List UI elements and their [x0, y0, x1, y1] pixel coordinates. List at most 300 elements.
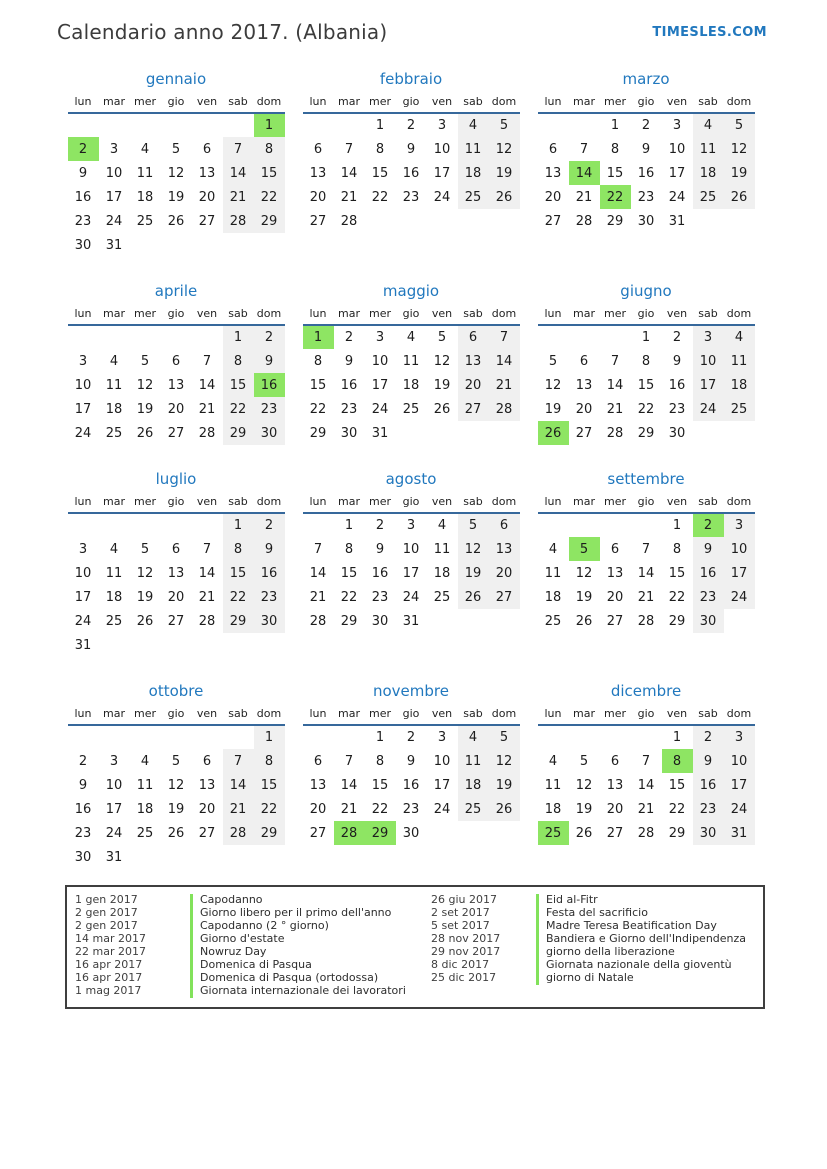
- day-cell: 9: [672, 353, 682, 369]
- day-cell: 26: [489, 185, 520, 209]
- day-cell: [303, 113, 334, 137]
- day-cell: 14: [223, 161, 254, 185]
- day-cell: 19: [489, 773, 520, 797]
- day-cell: 11: [458, 137, 489, 161]
- day-cell: 6: [202, 141, 212, 157]
- weekday-dom: dom: [254, 305, 285, 325]
- day-cell: [538, 513, 569, 537]
- day-cell: [600, 725, 631, 749]
- weekday-dom: dom: [254, 93, 285, 113]
- day-cell: 19: [489, 161, 520, 185]
- day-cell: 10: [74, 565, 92, 581]
- month-settembre: [535, 470, 757, 633]
- legend-name: Eid al-Fitr: [536, 894, 598, 907]
- day-cell: 25: [105, 425, 123, 441]
- day-cell: [223, 845, 254, 869]
- day-cell: 22: [254, 797, 285, 821]
- day-cell: 5: [437, 330, 447, 345]
- day-cell: 25: [402, 401, 420, 417]
- weekday-gio: gio: [631, 93, 662, 113]
- day-cell: 28: [223, 209, 254, 233]
- day-cell: 17: [724, 561, 755, 585]
- legend-row: [431, 907, 763, 920]
- day-cell: 11: [402, 353, 420, 369]
- day-cell: [68, 325, 99, 349]
- day-cell: 18: [433, 565, 451, 581]
- month-ottobre: [65, 682, 287, 869]
- legend-name: Giorno d'estate: [190, 933, 284, 946]
- weekday-mar: mar: [99, 493, 130, 513]
- day-cell: 13: [489, 537, 520, 561]
- weekday-mar: mar: [334, 305, 365, 325]
- weekday-mar: mar: [334, 705, 365, 725]
- day-cell: [489, 209, 520, 233]
- legend-col-left: [75, 894, 431, 998]
- day-cell: 29: [668, 613, 686, 629]
- day-cell: 13: [309, 777, 327, 793]
- day-cell: 30: [668, 425, 686, 441]
- day-cell: [192, 113, 223, 137]
- month-title: maggio: [382, 282, 440, 300]
- day-cell: 22: [637, 401, 655, 417]
- day-cell: 3: [724, 725, 755, 749]
- page-header: [0, 0, 827, 44]
- day-cell: 25: [538, 821, 569, 845]
- day-cell: 28: [637, 613, 655, 629]
- weekday-ven: ven: [427, 93, 458, 113]
- day-cell: 10: [74, 377, 92, 393]
- day-cell: 19: [136, 589, 154, 605]
- day-cell: 20: [167, 401, 185, 417]
- day-cell: 1: [223, 513, 254, 537]
- day-cell: 13: [198, 165, 216, 181]
- day-cell: 15: [254, 773, 285, 797]
- day-cell: 21: [340, 189, 358, 205]
- weekday-lun: lun: [538, 705, 569, 725]
- day-cell: 23: [340, 401, 358, 417]
- day-cell: 14: [340, 165, 358, 181]
- weekday-mer: mer: [365, 705, 396, 725]
- day-cell: 9: [406, 141, 416, 157]
- day-cell: 16: [74, 801, 92, 817]
- legend-name: Capodanno (2 ° giorno): [190, 920, 329, 933]
- legend-date: 2 gen 2017: [75, 905, 138, 919]
- day-cell: 4: [693, 113, 724, 137]
- weekday-mar: mar: [99, 93, 130, 113]
- legend-name: Madre Teresa Beatification Day: [536, 920, 717, 933]
- day-cell: 8: [254, 137, 285, 161]
- day-cell: 12: [544, 377, 562, 393]
- day-cell: 27: [198, 213, 216, 229]
- day-cell: 18: [458, 773, 489, 797]
- day-cell: [99, 325, 130, 349]
- day-cell: 4: [724, 325, 755, 349]
- weekday-sab: sab: [458, 705, 489, 725]
- day-cell: 7: [202, 353, 212, 369]
- day-cell: 2: [693, 725, 724, 749]
- day-cell: 7: [202, 541, 212, 557]
- day-cell: 21: [637, 589, 655, 605]
- day-cell: 15: [309, 377, 327, 393]
- day-cell: 3: [375, 330, 385, 345]
- legend-row: [431, 959, 763, 972]
- weekday-lun: lun: [68, 305, 99, 325]
- day-cell: [254, 633, 285, 657]
- month-title: marzo: [622, 70, 670, 88]
- legend-date: 29 nov 2017: [431, 944, 501, 958]
- day-cell: [631, 725, 662, 749]
- day-cell: 6: [313, 141, 323, 157]
- day-cell: 15: [668, 777, 686, 793]
- day-cell: 14: [606, 377, 624, 393]
- legend-row: [431, 946, 763, 959]
- day-cell: 27: [606, 825, 624, 841]
- day-cell: 14: [489, 349, 520, 373]
- weekday-gio: gio: [161, 493, 192, 513]
- legend-name: Giornata internazionale dei lavoratori: [190, 985, 406, 998]
- day-cell: 23: [637, 189, 655, 205]
- day-cell: [600, 325, 631, 349]
- day-cell: [161, 633, 192, 657]
- day-cell: 23: [254, 585, 285, 609]
- day-cell: [223, 113, 254, 137]
- weekday-dom: dom: [724, 305, 755, 325]
- day-cell: [538, 113, 569, 137]
- month-table: [303, 305, 520, 445]
- weekday-sab: sab: [693, 493, 724, 513]
- day-cell: 24: [105, 213, 123, 229]
- legend-date: 28 nov 2017: [431, 931, 501, 945]
- day-cell: 9: [693, 749, 724, 773]
- weekday-ven: ven: [192, 493, 223, 513]
- day-cell: 8: [313, 353, 323, 369]
- day-cell: 8: [662, 749, 693, 773]
- day-cell: [192, 513, 223, 537]
- day-cell: 19: [544, 401, 562, 417]
- legend-name: Festa del sacrificio: [536, 907, 648, 920]
- day-cell: [303, 513, 334, 537]
- month-luglio: [65, 470, 287, 657]
- day-cell: [161, 325, 192, 349]
- day-cell: 24: [724, 585, 755, 609]
- day-cell: 17: [371, 377, 389, 393]
- day-cell: 8: [223, 349, 254, 373]
- legend-date: 26 giu 2017: [431, 893, 497, 906]
- day-cell: 3: [437, 730, 447, 745]
- day-cell: [254, 845, 285, 869]
- day-cell: [130, 633, 161, 657]
- day-cell: 25: [136, 213, 154, 229]
- weekday-mar: mar: [569, 93, 600, 113]
- legend-date: 16 apr 2017: [75, 970, 143, 984]
- day-cell: 10: [724, 537, 755, 561]
- day-cell: 30: [693, 609, 724, 633]
- day-cell: 27: [544, 213, 562, 229]
- legend-date: 14 mar 2017: [75, 931, 146, 945]
- day-cell: 30: [340, 425, 358, 441]
- day-cell: [303, 725, 334, 749]
- legend-row: [75, 985, 431, 998]
- day-cell: 14: [340, 777, 358, 793]
- legend-row: [75, 946, 431, 959]
- month-table: [68, 305, 285, 445]
- day-cell: 20: [458, 373, 489, 397]
- day-cell: [458, 609, 489, 633]
- day-cell: 29: [365, 821, 396, 845]
- day-cell: 23: [74, 213, 92, 229]
- legend-row: [75, 933, 431, 946]
- day-cell: [161, 845, 192, 869]
- month-table: [538, 493, 755, 633]
- day-cell: 21: [637, 801, 655, 817]
- weekday-sab: sab: [458, 493, 489, 513]
- weekday-sab: sab: [223, 493, 254, 513]
- day-cell: 30: [637, 213, 655, 229]
- day-cell: 15: [254, 161, 285, 185]
- day-cell: [99, 725, 130, 749]
- day-cell: 8: [375, 753, 385, 769]
- weekday-mer: mer: [365, 93, 396, 113]
- weekday-mar: mar: [99, 705, 130, 725]
- day-cell: 5: [171, 753, 181, 769]
- weekday-ven: ven: [192, 705, 223, 725]
- day-cell: 23: [402, 801, 420, 817]
- day-cell: 2: [672, 330, 682, 345]
- day-cell: [724, 209, 755, 233]
- day-cell: 16: [637, 165, 655, 181]
- weekday-sab: sab: [458, 305, 489, 325]
- weekday-mar: mar: [569, 493, 600, 513]
- month-table: [68, 705, 285, 869]
- month-title: dicembre: [610, 682, 682, 700]
- day-cell: 2: [254, 325, 285, 349]
- day-cell: 27: [167, 425, 185, 441]
- day-cell: 6: [610, 541, 620, 557]
- day-cell: 5: [579, 753, 589, 769]
- day-cell: 12: [136, 377, 154, 393]
- weekday-gio: gio: [396, 93, 427, 113]
- day-cell: 6: [548, 141, 558, 157]
- day-cell: 18: [544, 801, 562, 817]
- day-cell: 29: [254, 821, 285, 845]
- day-cell: [192, 233, 223, 257]
- month-dicembre: [535, 682, 757, 845]
- day-cell: [427, 821, 458, 845]
- day-cell: [161, 725, 192, 749]
- weekday-ven: ven: [662, 493, 693, 513]
- day-cell: [569, 325, 600, 349]
- day-cell: 8: [344, 541, 354, 557]
- legend-name: Domenica di Pasqua: [190, 959, 312, 972]
- day-cell: [192, 725, 223, 749]
- month-title: aprile: [154, 282, 198, 300]
- day-cell: 10: [668, 141, 686, 157]
- day-cell: 10: [402, 541, 420, 557]
- day-cell: 17: [433, 165, 451, 181]
- weekday-sab: sab: [223, 305, 254, 325]
- day-cell: 27: [575, 425, 593, 441]
- weekday-mar: mar: [569, 705, 600, 725]
- day-cell: 16: [402, 165, 420, 181]
- day-cell: 16: [668, 377, 686, 393]
- day-cell: [130, 513, 161, 537]
- day-cell: [489, 609, 520, 633]
- day-cell: [724, 609, 755, 633]
- day-cell: [68, 113, 99, 137]
- month-maggio: [300, 282, 522, 445]
- weekday-ven: ven: [427, 305, 458, 325]
- day-cell: 27: [458, 397, 489, 421]
- day-cell: 9: [254, 349, 285, 373]
- day-cell: 16: [693, 773, 724, 797]
- day-cell: 22: [668, 589, 686, 605]
- day-cell: 8: [672, 541, 682, 557]
- legend-date: 8 dic 2017: [431, 957, 490, 971]
- day-cell: 26: [136, 425, 154, 441]
- day-cell: 28: [309, 613, 327, 629]
- day-cell: 11: [433, 541, 451, 557]
- day-cell: 23: [693, 585, 724, 609]
- day-cell: 18: [136, 189, 154, 205]
- day-cell: 6: [171, 353, 181, 369]
- day-cell: 5: [724, 113, 755, 137]
- weekday-dom: dom: [254, 493, 285, 513]
- day-cell: 13: [606, 777, 624, 793]
- day-cell: 7: [313, 541, 323, 557]
- day-cell: [254, 233, 285, 257]
- day-cell: 11: [136, 777, 154, 793]
- day-cell: 1: [672, 518, 682, 533]
- day-cell: 5: [569, 537, 600, 561]
- day-cell: 2: [344, 330, 354, 345]
- day-cell: 31: [724, 821, 755, 845]
- day-cell: [538, 325, 569, 349]
- month-title: luglio: [155, 470, 197, 488]
- month-agosto: [300, 470, 522, 633]
- day-cell: 13: [167, 377, 185, 393]
- weekday-ven: ven: [427, 493, 458, 513]
- day-cell: [427, 209, 458, 233]
- day-cell: 1: [223, 325, 254, 349]
- day-cell: 21: [606, 401, 624, 417]
- month-aprile: [65, 282, 287, 445]
- day-cell: 6: [171, 541, 181, 557]
- month-title: giugno: [620, 282, 672, 300]
- month-table: [68, 493, 285, 657]
- day-cell: 16: [254, 373, 285, 397]
- day-cell: 4: [437, 518, 447, 533]
- day-cell: 14: [223, 773, 254, 797]
- weekday-mer: mer: [600, 93, 631, 113]
- day-cell: 24: [74, 613, 92, 629]
- day-cell: 23: [668, 401, 686, 417]
- day-cell: 12: [458, 537, 489, 561]
- day-cell: 23: [74, 825, 92, 841]
- day-cell: [396, 421, 427, 445]
- day-cell: [161, 113, 192, 137]
- day-cell: 20: [606, 801, 624, 817]
- day-cell: 22: [600, 185, 631, 209]
- day-cell: 15: [371, 165, 389, 181]
- weekday-sab: sab: [458, 93, 489, 113]
- site-link[interactable]: TIMESLES.COM: [652, 25, 767, 40]
- months-grid: [65, 70, 827, 869]
- day-cell: 17: [433, 777, 451, 793]
- day-cell: 13: [167, 565, 185, 581]
- day-cell: 16: [254, 561, 285, 585]
- weekday-lun: lun: [303, 705, 334, 725]
- day-cell: 4: [548, 753, 558, 769]
- legend-date: 1 gen 2017: [75, 893, 138, 906]
- day-cell: 17: [724, 773, 755, 797]
- day-cell: 3: [78, 353, 88, 369]
- day-cell: 24: [402, 589, 420, 605]
- day-cell: 15: [637, 377, 655, 393]
- day-cell: 29: [254, 209, 285, 233]
- legend-row: [75, 907, 431, 920]
- day-cell: 25: [458, 797, 489, 821]
- day-cell: [161, 513, 192, 537]
- weekday-sab: sab: [223, 93, 254, 113]
- day-cell: 31: [74, 637, 92, 653]
- day-cell: 21: [489, 373, 520, 397]
- day-cell: 4: [406, 330, 416, 345]
- weekday-lun: lun: [68, 93, 99, 113]
- day-cell: 16: [371, 565, 389, 581]
- day-cell: 24: [105, 825, 123, 841]
- legend-name: Domenica di Pasqua (ortodossa): [190, 972, 378, 985]
- weekday-gio: gio: [631, 305, 662, 325]
- day-cell: 17: [74, 401, 92, 417]
- legend-name: Giornata nazionale della gioventù: [536, 959, 732, 972]
- day-cell: 22: [340, 589, 358, 605]
- weekday-ven: ven: [662, 305, 693, 325]
- day-cell: 7: [344, 753, 354, 769]
- day-cell: [223, 233, 254, 257]
- day-cell: [458, 821, 489, 845]
- weekday-lun: lun: [303, 93, 334, 113]
- month-marzo: [535, 70, 757, 233]
- day-cell: 4: [140, 753, 150, 769]
- day-cell: 11: [105, 377, 123, 393]
- day-cell: 15: [223, 373, 254, 397]
- day-cell: 30: [74, 237, 92, 253]
- legend-date: 1 mag 2017: [75, 983, 142, 997]
- day-cell: 26: [724, 185, 755, 209]
- day-cell: 6: [202, 753, 212, 769]
- weekday-mar: mar: [99, 305, 130, 325]
- day-cell: 26: [433, 401, 451, 417]
- day-cell: 1: [344, 518, 354, 533]
- weekday-dom: dom: [489, 705, 520, 725]
- legend-name: giorno di Natale: [536, 972, 634, 985]
- day-cell: 5: [489, 725, 520, 749]
- weekday-lun: lun: [538, 493, 569, 513]
- day-cell: 9: [78, 777, 88, 793]
- weekday-ven: ven: [427, 705, 458, 725]
- day-cell: 20: [309, 189, 327, 205]
- day-cell: 6: [313, 753, 323, 769]
- day-cell: 5: [140, 541, 150, 557]
- legend-name: Nowruz Day: [190, 946, 266, 959]
- day-cell: 23: [693, 797, 724, 821]
- month-table: [538, 705, 755, 845]
- weekday-lun: lun: [303, 493, 334, 513]
- legend-row: [431, 920, 763, 933]
- day-cell: 18: [105, 589, 123, 605]
- day-cell: 26: [538, 421, 569, 445]
- day-cell: 21: [575, 189, 593, 205]
